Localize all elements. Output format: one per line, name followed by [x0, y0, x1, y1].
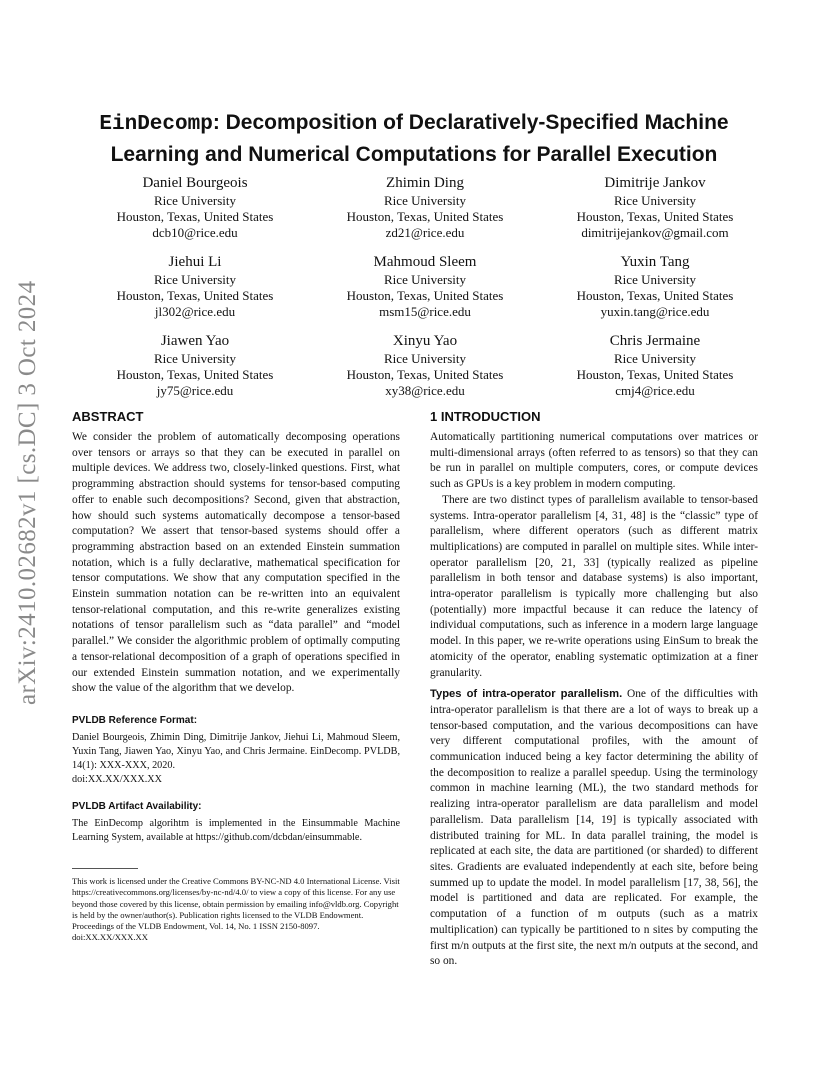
- author: [80, 253, 310, 319]
- author-email: zd21@rice.edu: [385, 224, 465, 240]
- footnote-doi: doi:XX.XX/XXX.XX: [72, 932, 148, 943]
- title-line2: Learning and Numerical Computations for Parallel Execution: [110, 143, 718, 166]
- author-location: Houston, Texas, United States: [116, 287, 274, 303]
- author-name: Jiehui Li: [168, 254, 222, 270]
- footnote-license: This work is licensed under the Creative Commons BY-NC-ND 4.0 International License. Visit https://creativecommons.org/licenses/by-nc-nd/4.0/ to view a copy of this license. For any use beyond those covered by this license, obtain permission by emailing info@vldb.org. Copyright is held by the owner/author(s). Publication rights licensed to the VLDB Endowment.: [72, 876, 400, 920]
- author-affiliation: Rice University: [614, 272, 696, 287]
- title-line1: : Decomposition of Declaratively-Specified Machine: [212, 111, 729, 134]
- author-affiliation: Rice University: [384, 193, 466, 208]
- author-email: dcb10@rice.edu: [152, 224, 238, 240]
- paragraph-run-in-heading: Types of intra-operator parallelism.: [430, 688, 623, 701]
- abstract-heading: ABSTRACT: [72, 409, 144, 424]
- intro-paragraph-2: There are two distinct types of parallelism available to tensor-based systems. Intra-operator parallelism [4, 31, 48] is the “classic” type of parallelism, where different operators (such as different matrix multiplications) are computed in parallel on multiple sites. While inter-operator parallelism [20, 21, 33] (typically realized as pipeline parallelism in both tensor and database systems) is also important, intra-operator parallelism is typically more challenging but also (potentially) more impactful because it can reduce the latency of individual computations, such as inference in a modern large language model. In this paper, we re-write operations using EinSum to break the atomicity of the operator, enabling systematic optimization at a finer granularity.: [430, 493, 758, 679]
- reference-format-doi: doi:XX.XX/XXX.XX: [72, 774, 162, 786]
- reference-format-text: Daniel Bourgeois, Zhimin Ding, Dimitrije Jankov, Jiehui Li, Mahmoud Sleem, Yuxin Tang, Jiawen Yao, Xinyu Yao, and Chris Jermaine. EinDecomp. PVLDB, 14(1): XXX-XXX, 2020.: [72, 731, 400, 772]
- intro-paragraph-3: [430, 687, 758, 970]
- author-affiliation: Rice University: [154, 193, 236, 208]
- author-email: yuxin.tang@rice.edu: [600, 303, 710, 319]
- author-email: jy75@rice.edu: [156, 382, 234, 398]
- author: [310, 174, 540, 240]
- author: [310, 253, 540, 319]
- author-location: Houston, Texas, United States: [576, 208, 734, 224]
- author-affiliation: Rice University: [154, 351, 236, 366]
- reference-format-heading: PVLDB Reference Format:: [72, 714, 198, 726]
- intro-heading: 1 INTRODUCTION: [430, 409, 541, 424]
- right-column: [430, 408, 758, 970]
- author: [80, 174, 310, 240]
- author-affiliation: Rice University: [384, 272, 466, 287]
- author: [80, 332, 310, 398]
- author-affiliation: Rice University: [384, 351, 466, 366]
- author-name: Chris Jermaine: [609, 333, 701, 349]
- intro-paragraph-1: Automatically partitioning numerical computations over matrices or multi-dimensional arrays (often referred to as tensors) so that they can be run in parallel on multiple computers, cores, or compute devices such as GPUs is a key problem in modern computing.: [430, 431, 758, 491]
- author-name: Yuxin Tang: [620, 254, 690, 270]
- author-name: Daniel Bourgeois: [142, 175, 248, 191]
- author-email: jl302@rice.edu: [154, 303, 236, 319]
- author-location: Houston, Texas, United States: [346, 208, 504, 224]
- author: [540, 174, 770, 240]
- author-location: Houston, Texas, United States: [346, 366, 504, 382]
- footnote-proceedings: Proceedings of the VLDB Endowment, Vol. 14, No. 1 ISSN 2150-8097.: [72, 921, 320, 932]
- artifact-text: The EinDecomp algorihtm is implemented in the Einsummable Machine Learning System, available at https://github.com/dcbdan/einsummable.: [72, 818, 400, 844]
- author-email: xy38@rice.edu: [385, 382, 465, 398]
- title-system-name: EinDecomp: [99, 113, 213, 136]
- author: [540, 253, 770, 319]
- author-name: Zhimin Ding: [386, 175, 464, 191]
- artifact-heading: PVLDB Artifact Availability:: [72, 801, 202, 813]
- author-name: Mahmoud Sleem: [373, 254, 477, 270]
- left-column: [72, 408, 400, 846]
- arxiv-stamp: arXiv:2410.02682v1 [cs.DC] 3 Oct 2024: [14, 280, 41, 705]
- footnote: [72, 868, 402, 944]
- intro-paragraph-3-text: One of the difficulties with intra-operator parallelism is that there are a lot of ways to break up a tensor-based computation, and the various decompositions can have very different computational profiles, with the amount of communication induced being a key factor determining the ability of the decomposition to realize a parallel speedup. Using the terminology common in machine learning (ML), the two standard methods for realizing intra-operator parallelism are data parallelism and model parallelism. Data parallelism [14, 19] is typically associated with distributed training for ML. In data parallel training, the model is replicated at each site, the data are partitioned (or sharded) to different sites. Gradients are evaluated independently at each site, before being summed up to update the model. In model parallelism [17, 38, 56], the model is partitioned and data are replicated. For example, the computation of a function of m outputs (such as a matrix multiplication) can typically be partitioned to n sites by computing the first m/n outputs at the first site, the next m/n outputs at the second, and so on.: [430, 688, 758, 968]
- author-affiliation: Rice University: [614, 193, 696, 208]
- author: [540, 332, 770, 398]
- author-location: Houston, Texas, United States: [346, 287, 504, 303]
- author-name: Xinyu Yao: [392, 333, 458, 349]
- author-name: Jiawen Yao: [160, 333, 230, 349]
- author-location: Houston, Texas, United States: [116, 366, 274, 382]
- paper-title: [60, 108, 768, 170]
- author-email: msm15@rice.edu: [379, 303, 471, 319]
- author-affiliation: Rice University: [154, 272, 236, 287]
- author-email: cmj4@rice.edu: [615, 382, 695, 398]
- author-location: Houston, Texas, United States: [116, 208, 274, 224]
- author-email: dimitrijejankov@gmail.com: [581, 224, 729, 240]
- author-affiliation: Rice University: [614, 351, 696, 366]
- author-name: Dimitrije Jankov: [604, 175, 706, 191]
- author-location: Houston, Texas, United States: [576, 366, 734, 382]
- author: [310, 332, 540, 398]
- author-location: Houston, Texas, United States: [576, 287, 734, 303]
- abstract-text: We consider the problem of automatically decomposing operations over tensors or arrays so that they can be executed in parallel on multiple devices. We address two, closely-linked questions. First, what programming abstraction should systems for tensor-based computing offer to enable such decompositions? Second, given that abstraction, how should such systems automatically decompose a tensor-based computation? We assert that tensor-based systems should offer a programming abstraction based on an extended Einstein summation notation, which is a fully declarative, mathematical specification for tensor computations. We show that any computation specified in the Einstein summation notation can be re-written into an equivalent tensor-relational computation, and this re-write generalizes existing notations of tensor parallelism such as “data parallel” and “model parallel.” We consider the algorithmic problem of optimally computing a tensor-relational decomposition of a graph of operations specified in our extended Einstein summation notation, and we experimentally show the value of the algorithm that we develop.: [72, 431, 400, 695]
